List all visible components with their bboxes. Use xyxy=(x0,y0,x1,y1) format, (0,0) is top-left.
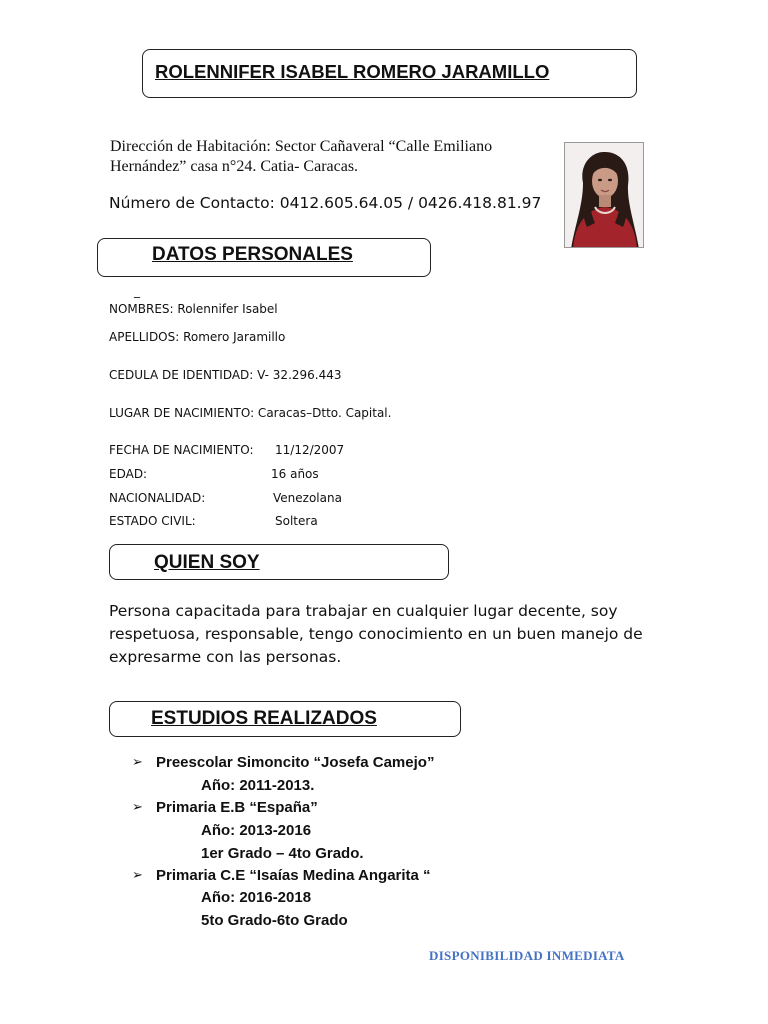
portrait-image xyxy=(565,143,644,248)
estudio-3-year: Año: 2016-2018 xyxy=(201,889,312,906)
contact-phone: Número de Contacto: 0412.605.64.05 / 0426.418.81.97 xyxy=(109,194,542,212)
estudio-1-name: Preescolar Simoncito “Josefa Camejo” xyxy=(156,754,435,771)
quien-soy-line-3: expresarme con las personas. xyxy=(109,648,342,666)
estudio-2-grade: 1er Grado – 4to Grado. xyxy=(201,845,364,862)
bullet-arrow-icon: ➢ xyxy=(132,755,143,770)
label-fecha-nacimiento: FECHA DE NACIMIENTO: xyxy=(109,443,254,457)
field-apellidos: APELLIDOS: Romero Jaramillo xyxy=(109,330,286,344)
bullet-arrow-icon: ➢ xyxy=(132,868,143,883)
value-nacionalidad: Venezolana xyxy=(273,491,342,505)
label-estado-civil: ESTADO CIVIL: xyxy=(109,514,196,528)
bullet-arrow-icon: ➢ xyxy=(132,800,143,815)
estudio-2-year: Año: 2013-2016 xyxy=(201,822,312,839)
applicant-name: ROLENNIFER ISABEL ROMERO JARAMILLO xyxy=(155,61,550,82)
estudio-3-name: Primaria C.E “Isaías Medina Angarita “ xyxy=(156,867,431,884)
field-lugar-nacimiento: LUGAR DE NACIMIENTO: Caracas–Dtto. Capital. xyxy=(109,406,392,420)
label-edad: EDAD: xyxy=(109,467,148,481)
address-line-2: Hernández” casa n°24. Catia- Caracas. xyxy=(110,158,359,175)
quien-soy-line-1: Persona capacitada para trabajar en cualquier lugar decente, soy xyxy=(109,602,618,620)
estudio-3-grade: 5to Grado-6to Grado xyxy=(201,912,348,929)
value-fecha-nacimiento: 11/12/2007 xyxy=(275,443,345,457)
datos-personales-title xyxy=(152,244,353,266)
quien-soy-line-2: respetuosa, responsable, tengo conocimiento en un buen manejo de xyxy=(109,625,643,643)
quien-soy-title: QUIEN SOY xyxy=(154,552,260,573)
value-estado-civil: Soltera xyxy=(275,514,318,528)
dash-mark: _ xyxy=(134,284,140,298)
estudio-1-year: Año: 2011-2013. xyxy=(201,777,315,794)
personales-word: PERSONALES xyxy=(222,244,353,265)
field-nombres: NOMBRES: Rolennifer Isabel xyxy=(109,302,278,316)
profile-photo xyxy=(564,142,644,248)
address-line-1: Dirección de Habitación: Sector Cañaveral “Calle Emiliano xyxy=(110,138,493,155)
value-edad: 16 años xyxy=(271,467,319,481)
label-nacionalidad: NACIONALIDAD: xyxy=(109,491,206,505)
availability-note: DISPONIBILIDAD INMEDIATA xyxy=(429,948,625,963)
field-cedula: CEDULA DE IDENTIDAD: V- 32.296.443 xyxy=(109,368,342,382)
estudios-title: ESTUDIOS REALIZADOS xyxy=(151,708,377,729)
datos-word: DATOS xyxy=(152,244,217,265)
estudio-2-name: Primaria E.B “España” xyxy=(156,799,318,816)
